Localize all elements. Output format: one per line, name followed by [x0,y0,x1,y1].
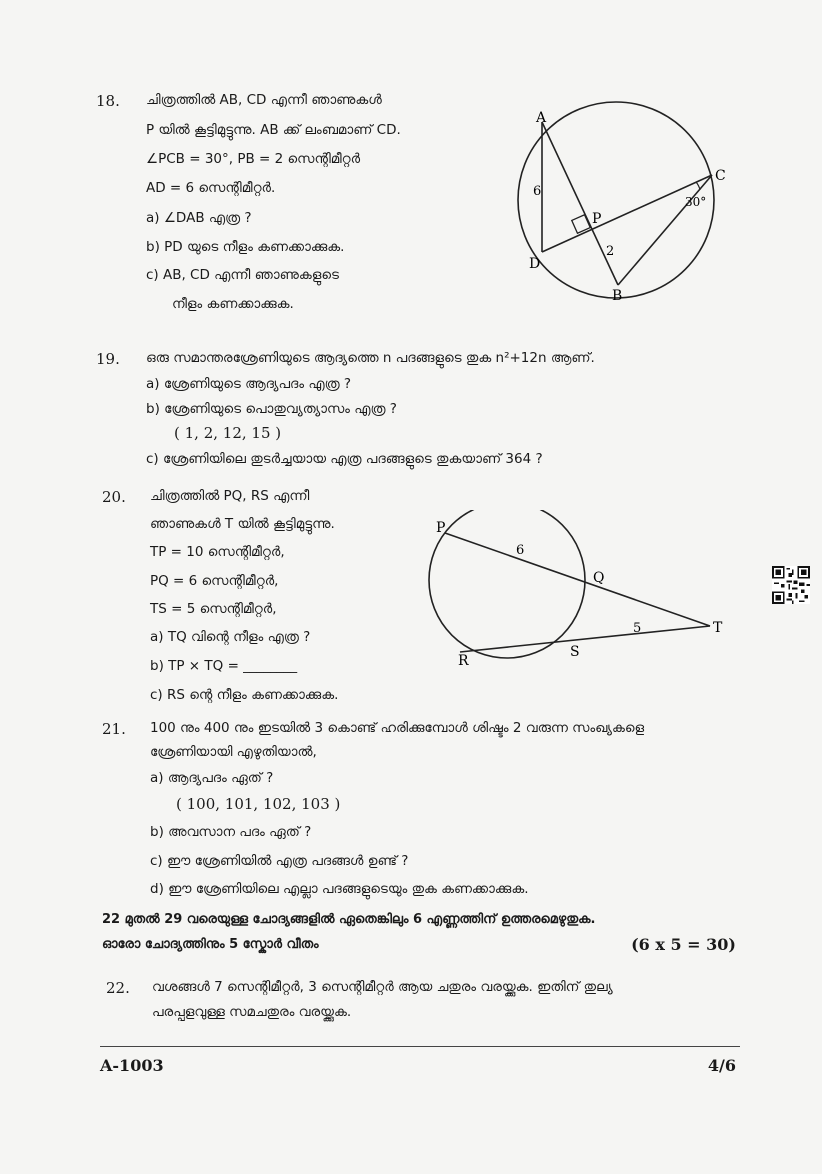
label-pq-length: 6 [516,543,525,558]
question-21-part-b: b) അവസാന പദം ഏത് ? [150,824,312,840]
section-marks: (6 x 5 = 30) [631,935,736,954]
section-instruction: 22 മുതൽ 29 വരെയുള്ള ചോദ്യങ്ങളിൽ ഏതെങ്കിലും 6 എണ്ണത്തിന് ഉത്തരമെഴുതുക. [102,912,596,927]
label-c: C [715,168,726,184]
question-20-part-c: c) RS ന്റെ നീളം കണക്കാക്കുക. [150,687,339,703]
q20-circle [429,510,585,658]
chord-cd [542,175,712,252]
label-t: T [713,620,723,636]
question-20-line1: ചിത്രത്തിൽ PQ, RS എന്നീ [150,488,310,504]
footer-page-number: 4/6 [707,1056,736,1075]
qr-code [772,566,810,604]
q20-secant-diagram [420,510,730,670]
question-21-part-a: a) ആദ്യപദം ഏത് ? [150,770,274,786]
question-18-line3: ∠PCB = 30°, PB = 2 സെന്റിമീറ്റർ [146,151,361,167]
label-s: S [570,644,580,660]
angle-arc [696,182,700,190]
segment-cb [618,175,712,285]
question-22-number: 22. [106,979,130,997]
label-a: A [536,110,547,126]
question-19-part-a: a) ശ്രേണിയുടെ ആദ്യപദം എത്ര ? [146,376,352,392]
label-p: P [592,211,602,227]
right-angle-mark [572,215,590,233]
label-ts-length: 5 [633,621,642,636]
label-r: R [458,653,469,669]
question-18-line4: AD = 6 സെന്റിമീറ്റർ. [146,180,276,196]
question-18-part-c: c) AB, CD എന്നീ ഞാണുകളുടെ [146,267,339,283]
question-20-line4: PQ = 6 സെന്റിമീറ്റർ, [150,573,279,589]
footer-rule [100,1046,740,1047]
question-22-line1: വശങ്ങൾ 7 സെന്റിമീറ്റർ, 3 സെന്റിമീറ്റർ ആയ ചതുരം വരയ്ക്കുക. ഇതിന് തുല്യ [152,979,613,995]
question-19-stem: ഒരു സമാന്തരശ്രേണിയുടെ ആദ്യത്തെ n പദങ്ങളുടെ തുക n²+12n ആണ്. [146,350,595,366]
secant-rt [460,626,710,652]
label-d: D [529,256,541,272]
question-20-line3: TP = 10 സെന്റിമീറ്റർ, [150,544,285,560]
label-angle: 30° [685,195,707,209]
question-20-part-a: a) TQ വിന്റെ നീളം എത്ര ? [150,629,311,645]
question-18-line2: P യിൽ കൂട്ടിമുട്ടുന്നു. AB ക്ക് ലംബമാണ് CD. [146,122,401,138]
label-pb-length: 2 [606,244,615,259]
question-18-part-a: a) ∠DAB എത്ര ? [146,210,252,226]
question-21-number: 21. [102,720,126,738]
question-19-part-b: b) ശ്രേണിയുടെ പൊതുവ്യത്യാസം എത്ര ? [146,401,397,417]
question-18-number: 18. [96,92,120,110]
chord-ab [542,122,618,285]
q18-circle-diagram [500,100,740,315]
question-19-part-b-options: ( 1, 2, 12, 15 ) [174,424,282,442]
label-q: Q [593,570,605,586]
question-20-part-b: b) TP × TQ = ________ [150,658,298,674]
question-21-part-a-options: ( 100, 101, 102, 103 ) [176,795,341,813]
question-20-number: 20. [102,488,126,506]
question-19-part-c: c) ശ്രേണിയിലെ തുടർച്ചയായ എത്ര പദങ്ങളുടെ തുകയാണ് 364 ? [146,451,543,467]
question-21-stem-line1: 100 നും 400 നും ഇടയിൽ 3 കൊണ്ട് ഹരിക്കുമ്പോൾ ശിഷ്ടം 2 വരുന്ന സംഖ്യകളെ [150,720,645,736]
question-22-line2: പരപ്പളവുള്ള സമചതുരം വരയ്ക്കുക. [152,1004,352,1020]
question-20-line5: TS = 5 സെന്റിമീറ്റർ, [150,601,277,617]
question-18-part-b: b) PD യുടെ നീളം കണക്കാക്കുക. [146,239,345,255]
question-18-part-c-cont: നീളം കണക്കാക്കുക. [172,296,294,312]
label-p: P [436,520,446,536]
label-b: B [612,288,623,304]
label-ad-length: 6 [533,184,542,199]
question-21-part-d: d) ഈ ശ്രേണിയിലെ എല്ലാ പദങ്ങളുടെയും തുക കണക്കാക്കുക. [150,881,529,897]
question-20-line2: ഞാണുകൾ T യിൽ കൂട്ടിമുട്ടുന്നു. [150,516,335,532]
question-21-stem-line2: ശ്രേണിയായി എഴുതിയാൽ, [150,744,317,760]
footer-paper-code: A-1003 [100,1056,164,1075]
section-score-note: ഓരോ ചോദ്യത്തിനും 5 സ്കോർ വീതം [102,937,319,952]
question-19-number: 19. [96,350,120,368]
question-21-part-c: c) ഈ ശ്രേണിയിൽ എത്ര പദങ്ങൾ ഉണ്ട് ? [150,853,409,869]
question-18-line1: ചിത്രത്തിൽ AB, CD എന്നീ ഞാണുകൾ [146,92,382,108]
